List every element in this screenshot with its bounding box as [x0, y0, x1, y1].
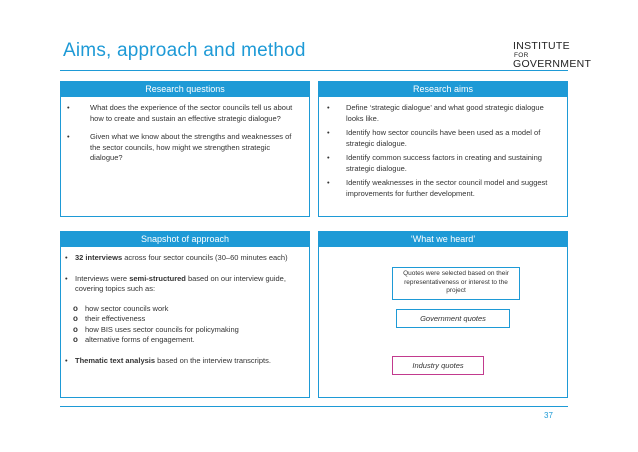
- list-item: • Thematic text analysis based on the interview transcripts.: [65, 355, 271, 365]
- logo-line-3: GOVERNMENT: [513, 58, 592, 70]
- snapshot-panel: [60, 231, 310, 398]
- research-aims-heading: Research aims: [319, 82, 567, 97]
- list-item: • Identify common success factors in creating and sustaining strategic dialogue.: [327, 153, 542, 173]
- list-item: • Interviews were semi-structured based on our interview guide, covering topics such as:: [65, 273, 286, 293]
- logo-line-2: FOR: [514, 51, 529, 59]
- snapshot-heading: Snapshot of approach: [61, 232, 309, 247]
- industry-quotes-box: Industry quotes: [392, 356, 484, 375]
- research-aims-panel: [318, 81, 568, 217]
- title-divider: [60, 70, 568, 71]
- institute-for-government-logo: [513, 41, 591, 70]
- logo-line-1: INSTITUTE: [513, 40, 570, 52]
- what-we-heard-heading: ‘What we heard’: [319, 232, 567, 247]
- snapshot-list-end: [65, 356, 301, 367]
- slide-title: Aims, approach and method: [63, 40, 306, 61]
- list-item: o how sector councils work: [73, 303, 169, 313]
- list-item: • Identify weaknesses in the sector council model and suggest improvements for further development.: [327, 178, 548, 198]
- quotes-selection-note: Quotes were selected based on their representativeness or interest to the project: [392, 267, 520, 300]
- research-questions-panel: [60, 81, 310, 217]
- list-item: • What does the experience of the sector councils tell us about how to create and sustain an effective strategic dialogue?: [67, 103, 293, 123]
- list-item: • Identify how sector councils have been used as a model of strategic dialogue.: [327, 128, 541, 148]
- snapshot-subtopics: [73, 304, 301, 346]
- research-questions-list: [67, 103, 301, 164]
- research-aims-list: [327, 103, 559, 199]
- list-item: • Given what we know about the strengths and weaknesses of the sector councils, how might we strengthen strategic dialogue?: [67, 132, 292, 162]
- footer-divider: [60, 406, 568, 407]
- list-item: o their effectiveness: [73, 314, 146, 323]
- list-item: • Define ‘strategic dialogue’ and what good strategic dialogue looks like.: [327, 103, 544, 123]
- snapshot-list: [65, 253, 301, 295]
- government-quotes-box: Government quotes: [396, 309, 510, 328]
- research-questions-heading: Research questions: [61, 82, 309, 97]
- page-number: 37: [544, 411, 553, 420]
- list-item: o how BIS uses sector councils for policymaking: [73, 324, 239, 334]
- list-item: • 32 interviews across four sector councils (30–60 minutes each): [65, 253, 288, 262]
- list-item: o alternative forms of engagement.: [73, 335, 195, 344]
